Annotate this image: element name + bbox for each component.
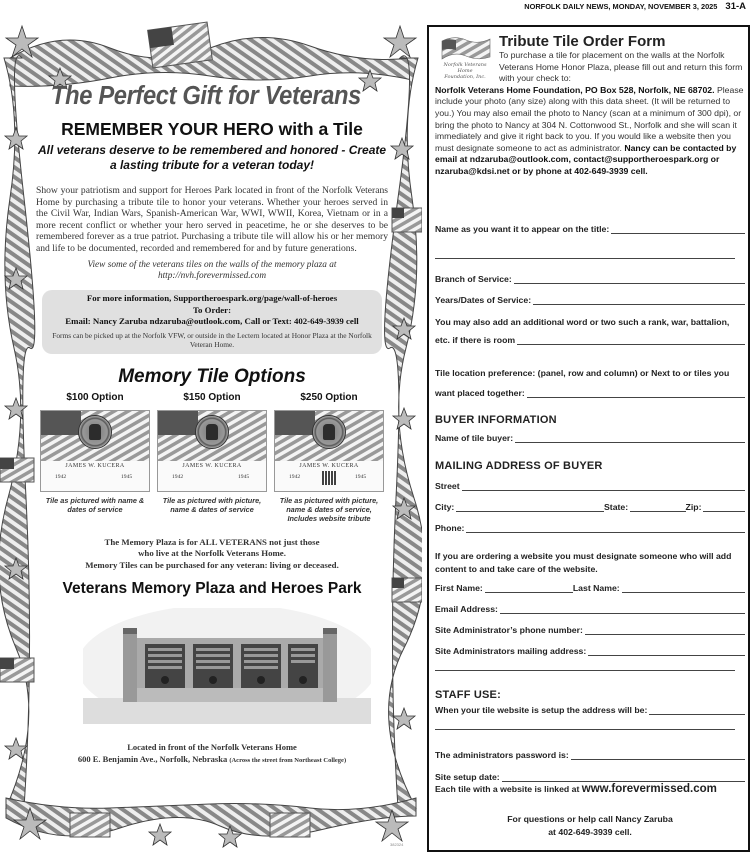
location-text — [36, 741, 388, 767]
blank-line[interactable] — [611, 225, 745, 234]
plaza-title: Veterans Memory Plaza and Heroes Park — [62, 580, 362, 597]
location-note: Tile location preference: (panel, row and column) or Next to or tiles you — [435, 368, 730, 378]
zip-line[interactable] — [703, 503, 745, 512]
field-label: Street — [435, 481, 460, 491]
blank-line[interactable] — [649, 706, 745, 715]
option-price: $100 Option — [66, 391, 124, 403]
help-line: For questions or help call Nancy Zaruba — [507, 814, 673, 824]
linked-text: Each tile with a website is linked at — [435, 784, 580, 794]
blank-line[interactable] — [517, 336, 745, 345]
blank-line[interactable] — [515, 434, 745, 443]
admin-phone-field[interactable] — [435, 625, 745, 635]
tile-options — [40, 392, 384, 523]
location-line: Located in front of the Norfolk Veterans Home — [127, 742, 297, 752]
address-line: 600 E. Benjamin Ave., Norfolk, Nebraska — [77, 754, 228, 764]
blank-line[interactable] — [502, 773, 745, 782]
plaza-text-line: Memory Tiles can be purchased for any veteran: living or deceased. — [85, 559, 339, 570]
option-100 — [40, 392, 150, 523]
state-line[interactable] — [630, 503, 685, 512]
option-caption: Tile as pictured with name & dates of service — [45, 495, 145, 514]
qr-code-icon — [322, 471, 336, 485]
blank-line[interactable] — [500, 605, 745, 614]
years-field[interactable] — [435, 295, 745, 305]
staff-heading: STAFF USE: — [435, 689, 501, 701]
city-label: City: — [435, 502, 455, 512]
tile-year-end: 1945 — [355, 473, 367, 480]
field-label: want placed together: — [435, 388, 525, 398]
logo-text: Norfolk Veterans Home Foundation, Inc. — [443, 62, 487, 80]
additional-note: You may also add an additional word or two such a rank, war, battalion, — [435, 317, 730, 327]
website-note: If you are ordering a website you must designate someone who will add content to and take care of the website. — [435, 551, 732, 574]
admin-password-field[interactable] — [435, 750, 745, 760]
blank-line[interactable] — [527, 389, 745, 398]
option-caption: Tile as pictured with picture, name & dates of service, Includes website tribute — [279, 495, 379, 523]
tile-sample-image — [274, 410, 384, 492]
tile-sample-image — [40, 410, 150, 492]
additional-field[interactable] — [435, 335, 745, 345]
setup-date-field[interactable] — [435, 772, 745, 782]
order-form — [427, 25, 750, 852]
tile-year-start: 1942 — [289, 473, 301, 480]
blank-line[interactable] — [435, 670, 735, 671]
contact-details: Nancy can be contacted by email at ndzaruba@outlook.com, contact@supportheroespark.org or nzaruba@kdsi.net or by phone at 402-649-3939 cell. — [435, 142, 737, 176]
blank-line[interactable] — [588, 647, 745, 656]
blank-line[interactable] — [514, 275, 745, 284]
tile-sample-image — [157, 410, 267, 492]
city-line[interactable] — [456, 503, 604, 512]
tribute-tile-ad — [0, 18, 422, 852]
address-note: (Across the street from Northeast College) — [229, 757, 347, 764]
option-price: $150 Option — [183, 391, 241, 403]
tile-year-start: 1942 — [55, 473, 67, 480]
phone-field[interactable] — [435, 523, 745, 533]
option-price: $250 Option — [300, 391, 358, 403]
form-title: Tribute Tile Order Form — [499, 33, 666, 50]
pickup-note: Forms can be picked up at the Norfolk VFW, or outside in the Lectern located at Honor Plaza at the Norfolk Veteran Home. — [52, 330, 372, 349]
field-label: Site Administrator’s phone number: — [435, 625, 583, 635]
veteran-portrait-emblem — [312, 415, 346, 449]
field-label: Years/Dates of Service: — [435, 295, 532, 305]
intro-text: To purchase a tile for placement on the walls at the Norfolk Veterans Home Honor Plaza, please fill out and return this form with your check to: — [499, 50, 743, 84]
ad-content — [36, 82, 388, 767]
field-label: etc. if there is room — [435, 335, 516, 345]
options-title: Memory Tile Options — [118, 365, 306, 387]
first-name-line[interactable] — [485, 584, 573, 593]
tile-name-field[interactable] — [435, 224, 745, 234]
order-contact-line: Email: Nancy Zaruba ndzaruba@outlook.com, Call or Text: 402-649-3939 cell — [65, 316, 359, 326]
blank-line[interactable] — [466, 524, 745, 533]
tile-name: JAMES W. KUCERA — [182, 462, 242, 469]
blank-line[interactable] — [462, 482, 745, 491]
ad-number: 382324 — [390, 842, 404, 847]
blank-line[interactable] — [585, 626, 745, 635]
deserve-subheading: All veterans deserve to be remembered and honored - Create a lasting tribute for a veteran today! — [37, 143, 387, 172]
ad-body-text: Show your patriotism and support for Heroes Park located in front of the Norfolk Veterans Home by purchasing a tribute tile to honor your veterans. Whether your heroes served in the Civil War, Indian Wars, Spanish-American War, WWI, WWII, Korea, Vietnam or in a more recent conflict or whether your hero served in peacetime, he or she deserves to be remembered forever as a true patriot. Purchasing a tribute tile will allow his or her memory and life to be documented, recorded and remembered for and by future generations. — [36, 185, 388, 254]
state-label: State: — [604, 502, 629, 512]
help-phone: at 402-649-3939 cell. — [548, 827, 632, 837]
admin-mail-field[interactable] — [435, 646, 745, 656]
buyer-name-field[interactable] — [435, 433, 745, 443]
field-label: Branch of Service: — [435, 274, 512, 284]
ad-title: The Perfect Gift for Veterans — [51, 82, 361, 110]
street-field[interactable] — [435, 481, 745, 491]
veteran-portrait-emblem — [195, 415, 229, 449]
to-order-line: To Order: — [192, 304, 232, 315]
blank-line[interactable] — [571, 751, 745, 760]
field-label: Site Administrators mailing address: — [435, 646, 587, 656]
email-field[interactable] — [435, 604, 745, 614]
newspaper-dateline: NORFOLK DAILY NEWS, MONDAY, NOVEMBER 3, 2025 — [524, 2, 718, 11]
option-150 — [157, 392, 267, 523]
view-tiles-text: View some of the veterans tiles on the walls of the memory plaza at http://nvh.forevermissed.com — [87, 260, 337, 281]
mailing-heading: MAILING ADDRESS OF BUYER — [435, 460, 603, 472]
first-name-label: First Name: — [435, 583, 483, 593]
blank-line[interactable] — [533, 296, 745, 305]
option-250 — [274, 392, 384, 523]
tile-year-end: 1945 — [121, 473, 133, 480]
forevermissed-link[interactable]: www.forevermissed.com — [581, 783, 717, 795]
field-label: Name of tile buyer: — [435, 433, 514, 443]
memory-plaza-photo — [83, 608, 371, 724]
tile-year-end: 1945 — [238, 473, 250, 480]
page-number: 31-A — [725, 1, 746, 12]
option-caption: Tile as pictured with picture, name & dates of service — [162, 495, 262, 514]
newspaper-header — [0, 0, 750, 14]
field-label: When your tile website is setup the address will be: — [435, 705, 648, 715]
remember-heading: REMEMBER YOUR HERO with a Tile — [61, 119, 363, 139]
field-label: Site setup date: — [435, 772, 500, 782]
buyer-heading: BUYER INFORMATION — [435, 414, 557, 426]
field-label: Name as you want it to appear on the title: — [435, 224, 610, 234]
photo-instructions: Please include your photo (any size) along with this data sheet. (It will be returned to you.) You may also email the photo to Nancy (scan at a minimum of 300 dpi), or bring the photo to Nancy at 304 N. Cottonwood St., Norfolk and she will scan it immediately and give it right back to you. If you would like a website then you must designate someone to act as administrator. — [435, 84, 744, 153]
first-last-name-field[interactable] — [435, 583, 745, 593]
tile-year-start: 1942 — [172, 473, 184, 480]
tile-name: JAMES W. KUCERA — [65, 462, 125, 469]
dog-tags-emblem — [78, 415, 112, 449]
info-link-line: For more information, Supportheroespark.org/page/wall-of-heroes — [86, 293, 338, 303]
city-state-zip-field[interactable] — [435, 502, 745, 512]
tile-name: JAMES W. KUCERA — [299, 462, 359, 469]
last-name-line[interactable] — [622, 584, 745, 593]
field-label: The administrators password is: — [435, 750, 569, 760]
last-name-label: Last Name: — [572, 583, 620, 593]
blank-line[interactable] — [435, 258, 735, 259]
contact-info-box — [42, 290, 382, 354]
mailing-address: Norfolk Veterans Home Foundation, PO Box 528, Norfolk, NE 68702. — [435, 84, 715, 95]
help-text — [435, 813, 745, 839]
plaza-text-line: The Memory Plaza is for ALL VETERANS not just those — [104, 536, 320, 547]
linked-line — [435, 783, 745, 796]
location-field[interactable] — [435, 388, 745, 398]
field-label: Email Address: — [435, 604, 498, 614]
branch-field[interactable] — [435, 274, 745, 284]
plaza-text-line: who live at the Norfolk Veterans Home. — [138, 548, 286, 558]
zip-label: Zip: — [685, 502, 702, 512]
blank-line[interactable] — [435, 729, 735, 730]
form-intro — [435, 50, 747, 178]
plaza-description — [36, 537, 388, 572]
field-label: Phone: — [435, 523, 465, 533]
staff-setup-field[interactable] — [435, 705, 745, 715]
